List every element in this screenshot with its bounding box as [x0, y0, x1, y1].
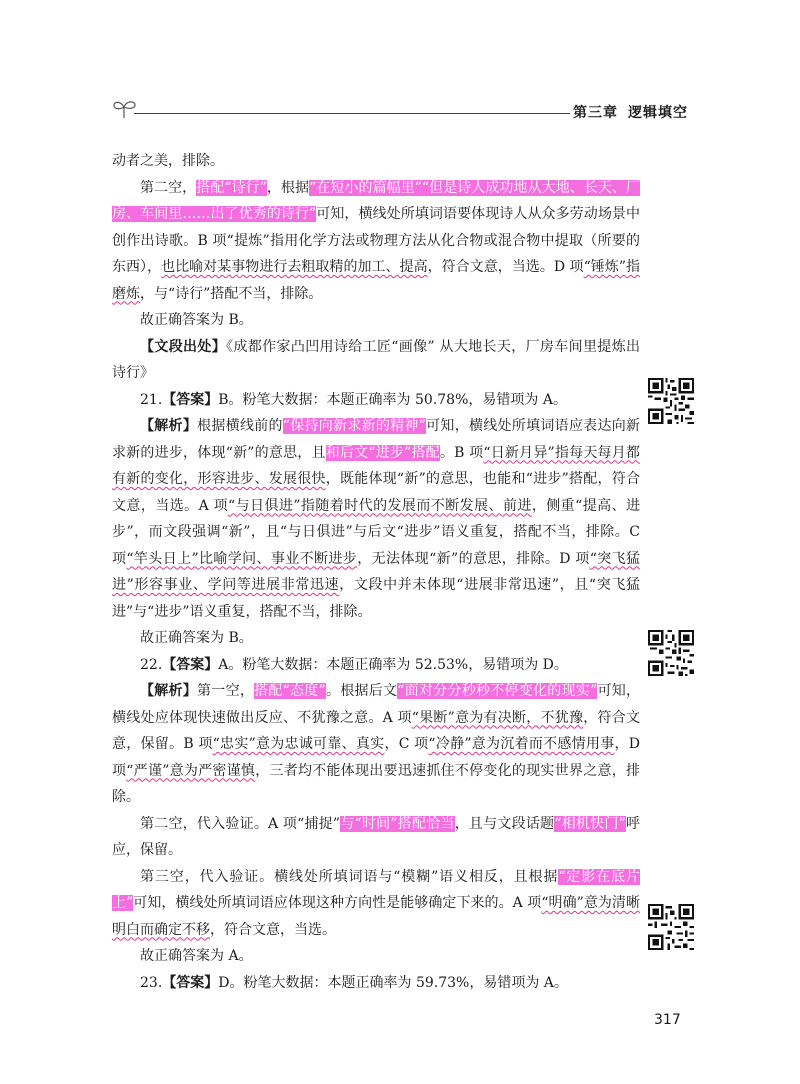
- qr-code-icon[interactable]: [648, 630, 694, 676]
- analysis-label: 【解析】: [140, 418, 198, 434]
- header-rule: [134, 113, 570, 114]
- chapter-title: [563, 102, 688, 122]
- answer-line: 23.【答案】D。粉笔大数据：本题正确率为 59.73%，易错项为 A。: [140, 974, 568, 991]
- highlight: “相机快门”: [554, 815, 626, 832]
- qr-code-icon[interactable]: [648, 904, 694, 950]
- wavy-underline: “冷静”意为沉着而不感情用事: [428, 736, 615, 752]
- wavy-underline: “严谨”意为严密谨慎: [126, 762, 256, 779]
- page-content: [112, 148, 640, 996]
- wavy-underline: “果断”意为有决断，不犹豫: [411, 709, 584, 726]
- wavy-underline: 也比喻对某事物进行去粗取精的加工、提高: [161, 259, 428, 275]
- paragraph: 故正确答案为 A。: [140, 948, 253, 964]
- wavy-underline: “锤炼”指磨炼: [112, 259, 640, 302]
- wavy-underline: “忠实”意为忠诚可靠、真实: [212, 736, 385, 752]
- highlight: “保持向新求新的精神”: [282, 418, 426, 434]
- section-name: 逻辑填空: [628, 105, 688, 121]
- highlight: 搭配“诗行”: [196, 179, 267, 196]
- wavy-underline: “日新月异”指每天每月都有新的变化，形容进步、发展很快: [112, 444, 640, 487]
- answer-line: 22.【答案】A。粉笔大数据：本题正确率为 52.53%，易错项为 D。: [140, 656, 568, 673]
- paragraph: 第三空，代入验证。横线处所填词语与“模糊”语义相反，且根据“定影在底片上”可知，横线处所填词语应体现这种方向性是能够确定下来的。A 项“明确”意为清晰明白而确定不移，符合文意，当选。: [112, 868, 640, 938]
- wavy-underline: “突飞猛进”形容事业、学问等进展非常迅速: [112, 550, 640, 593]
- highlight: “面对分分秒秒不停变化的现实”: [397, 683, 598, 699]
- highlight: 搭配“态度”: [254, 683, 326, 699]
- highlight: 与“时间”搭配恰当: [340, 815, 455, 832]
- wavy-underline: “与日俱进”指随着时代的发展而不断发展、前进: [228, 497, 532, 514]
- highlight: 和后文“进步”搭配: [325, 444, 440, 461]
- source-label: 【文段出处】: [140, 338, 227, 355]
- page-number: 317: [654, 1012, 681, 1028]
- sprout-icon: [112, 98, 138, 120]
- page-header: [112, 98, 688, 126]
- wavy-underline: “竿头日上”比喻学问、事业不断进步: [126, 550, 358, 567]
- answer-label: 【答案】: [162, 391, 219, 408]
- qr-code-icon[interactable]: [648, 378, 694, 424]
- paragraph: 故正确答案为 B。: [140, 630, 253, 646]
- analysis-label: 【解析】: [140, 683, 198, 699]
- paragraph: 动者之美，排除。: [112, 153, 224, 169]
- analysis-paragraph: 【解析】根据横线前的“保持向新求新的精神”可知，横线处所填词语应表达向新求新的进步，体现“新”的意思，且和后文“进步”搭配。B 项“日新月异”指每天每月都有新的变化，形容进步、发展很快，既能体现“新”的意思，也能和“进步”搭配，符合文意，当选。A 项“与日俱进”指随着时代的发展而不断发展、前进，侧重“提高、进步”，而文段强调“新”，且“与日俱进”与后文“进步”语义重复，搭配不当，排除。C 项“竿头日上”比喻学问、事业不断进步，无法体现“新”的意思，排除。D 项“突飞猛进”形容事业、学问等进展非常迅速，文段中并未体现“进展非常迅速”，且“突飞猛进”与“进步”语义重复，搭配不当，排除。: [112, 418, 641, 620]
- paragraph: 第二空，代入验证。A 项“捕捉”与“时间”搭配恰当，且与文段话题“相机快门”呼应，保留。: [112, 815, 641, 858]
- answer-label: 【答案】: [162, 974, 219, 991]
- analysis-paragraph: 【解析】第一空，搭配“态度”。根据后文“面对分分秒秒不停变化的现实”可知，横线处应体现快速做出反应、不犹豫之意。A 项“果断”意为有决断，不犹豫，符合文意，保留。B 项“忠实”意为忠诚可靠、真实，C 项“冷静”意为沉着而不感情用事，D 项“严谨”意为严密谨慎，三者均不能体现出要迅速抓住不停变化的现实世界之意，排除。: [112, 683, 641, 805]
- answer-label: 【答案】: [162, 656, 219, 673]
- paragraph: 故正确答案为 B。: [140, 312, 253, 328]
- answer-line: 21.【答案】B。粉笔大数据：本题正确率为 50.78%，易错项为 A。: [140, 391, 567, 408]
- source-paragraph: 【文段出处】《成都作家凸凹用诗给工匠“画像” 从大地长天，厂房车间里提炼出诗行》: [112, 338, 641, 381]
- wavy-underline: “明确”意为清晰明白而确定不移: [112, 895, 640, 938]
- chapter-number: 第三章: [573, 105, 618, 121]
- paragraph: 第二空，搭配“诗行”，根据“在短小的篇幅里”“但是诗人成功地从大地、长天、厂房、车间里……出了优秀的诗行”可知，横线处所填词语要体现诗人从众多劳动场景中创作出诗歌。B 项“提炼”指用化学方法或物理方法从化合物或混合物中提取（所要的东西），也比喻对某事物进行去粗取精的加工、提高，符合文意，当选。D 项“锤炼”指磨炼，与“诗行”搭配不当，排除。: [112, 179, 640, 302]
- highlight: “在短小的篇幅里”“但是诗人成功地从大地、长天、厂房、车间里……出了优秀的诗行”: [112, 179, 640, 222]
- highlight: “定影在底片上”: [112, 868, 640, 911]
